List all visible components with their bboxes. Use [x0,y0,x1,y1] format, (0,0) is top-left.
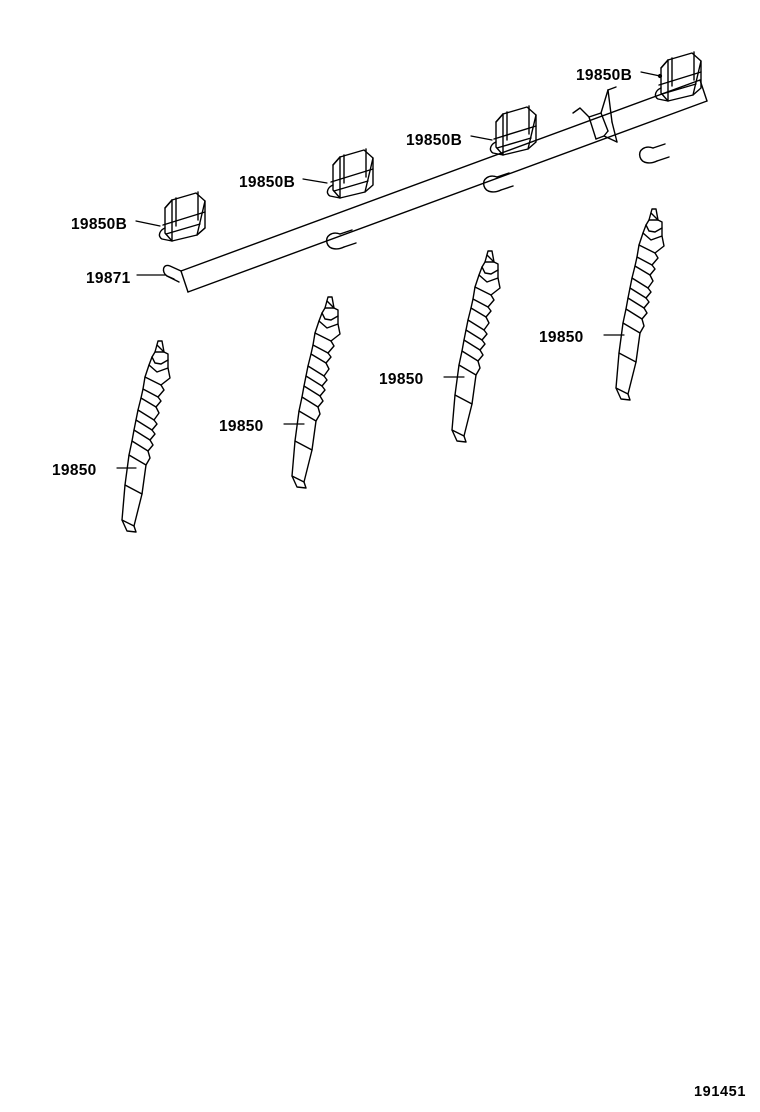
leader-lines [117,72,660,468]
glow-plug-3 [452,251,500,442]
glow-plug-4 [616,209,664,400]
part-label-19850-3: 19850 [379,371,424,388]
connector-cap-4 [655,52,701,101]
glow-plug-2 [292,297,340,488]
glow-plug-1 [122,341,170,532]
part-label-19850b-3: 19850B [406,132,463,149]
figure-number: 191451 [694,1084,746,1100]
leader-19850B-2 [303,179,327,183]
part-label-19850b-4: 19850B [576,67,633,84]
part-label-19871: 19871 [86,270,131,287]
part-label-19850-2: 19850 [219,418,264,435]
leader-19850B-1 [136,221,160,226]
connector-cap-3 [490,106,536,155]
leader-dots [658,74,662,78]
connector-cap-2 [327,149,373,198]
part-label-19850b-2: 19850B [239,174,296,191]
connector-cap-1 [159,192,205,241]
leader-19850B-4 [641,72,660,76]
part-label-19850-4: 19850 [539,329,584,346]
part-label-19850-1: 19850 [52,462,97,479]
leader-19850B-3 [471,136,492,140]
part-label-19850b-1: 19850B [71,216,128,233]
